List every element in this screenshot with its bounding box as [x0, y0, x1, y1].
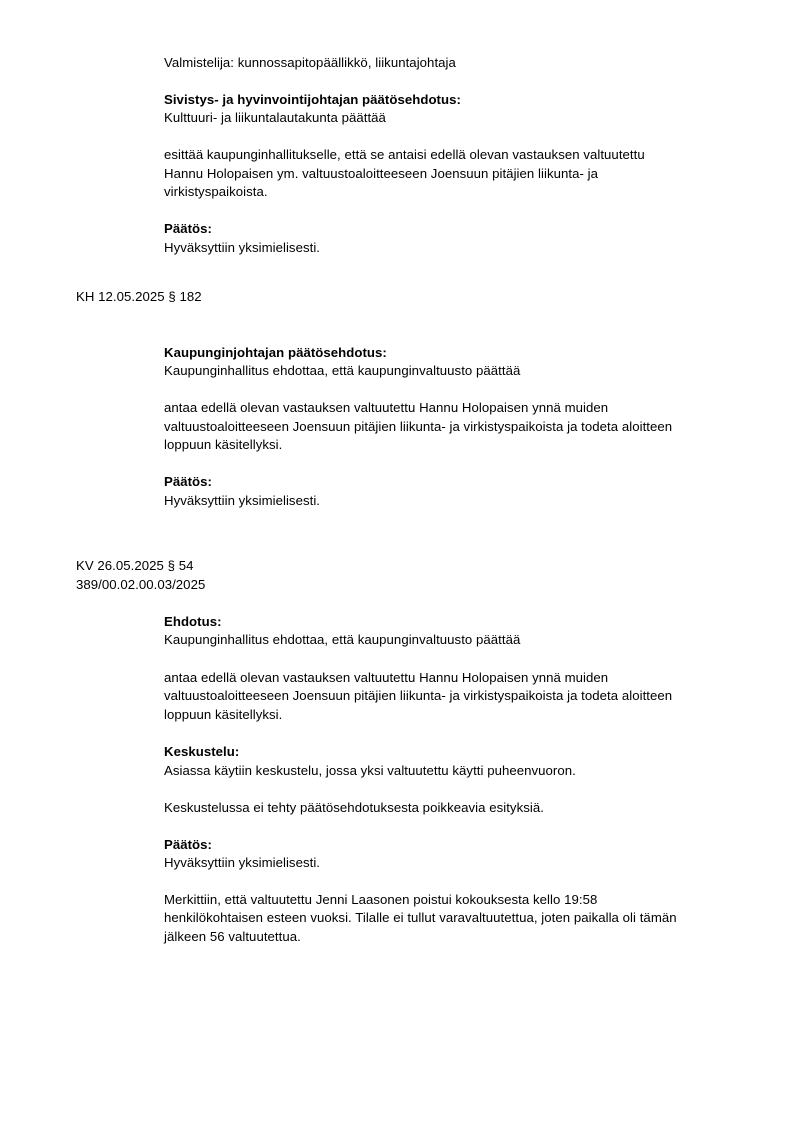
- proposal-intro: Kaupunginhallitus ehdottaa, että kaupunginvaltuusto päättää: [164, 363, 521, 378]
- decision-heading: Päätös:: [164, 221, 212, 236]
- proposal-heading: Sivistys- ja hyvinvointijohtajan päätösehdotus:: [164, 92, 461, 107]
- decision-text: Hyväksyttiin yksimielisesti.: [164, 855, 321, 870]
- discussion-text: Asiassa käytiin keskustelu, jossa yksi valtuutettu käytti puheenvuoron.: [164, 763, 576, 778]
- discussion-heading: Keskustelu:: [164, 744, 240, 759]
- meeting-reference: KH 12.05.2025 § 182: [76, 289, 202, 304]
- meeting-reference: KV 26.05.2025 § 54: [76, 558, 194, 573]
- proposal-heading: Ehdotus:: [164, 614, 222, 629]
- decision-heading: Päätös:: [164, 837, 212, 852]
- proposal-intro: Kaupunginhallitus ehdottaa, että kaupunginvaltuusto päättää: [164, 632, 521, 647]
- proposal-text-line: virkistyspaikoista.: [164, 184, 268, 199]
- decision-heading: Päätös:: [164, 474, 212, 489]
- note-text-line: Merkittiin, että valtuutettu Jenni Laasonen poistui kokouksesta kello 19:58: [164, 892, 598, 907]
- proposal-text-line: esittää kaupunginhallitukselle, että se antaisi edellä olevan vastauksen valtuutettu: [164, 147, 645, 162]
- proposal-text-line: valtuustoaloitteeseen Joensuun pitäjien liikunta- ja virkistyspaikoista ja todeta aloitteen: [164, 419, 673, 434]
- record-number: 389/00.02.00.03/2025: [76, 577, 206, 592]
- decision-text: Hyväksyttiin yksimielisesti.: [164, 493, 321, 508]
- proposal-heading: Kaupunginjohtajan päätösehdotus:: [164, 345, 387, 360]
- note-text-line: henkilökohtaisen esteen vuoksi. Tilalle ei tullut varavaltuutettua, joten paikalla oli tämän: [164, 910, 677, 925]
- proposal-text-line: loppuun käsitellyksi.: [164, 707, 283, 722]
- proposal-text-line: loppuun käsitellyksi.: [164, 437, 283, 452]
- proposal-text-line: Hannu Holopaisen ym. valtuustoaloitteeseen Joensuun pitäjien liikunta- ja: [164, 166, 598, 181]
- note-text-line: jälkeen 56 valtuutettua.: [164, 929, 301, 944]
- proposal-intro: Kulttuuri- ja liikuntalautakunta päättää: [164, 110, 386, 125]
- discussion-note: Keskustelussa ei tehty päätösehdotuksesta poikkeavia esityksiä.: [164, 800, 544, 815]
- proposal-text-line: antaa edellä olevan vastauksen valtuutettu Hannu Holopaisen ynnä muiden: [164, 400, 609, 415]
- preparer-line: Valmistelija: kunnossapitopäällikkö, liikuntajohtaja: [164, 55, 456, 70]
- proposal-text-line: antaa edellä olevan vastauksen valtuutettu Hannu Holopaisen ynnä muiden: [164, 670, 609, 685]
- decision-text: Hyväksyttiin yksimielisesti.: [164, 240, 321, 255]
- proposal-text-line: valtuustoaloitteeseen Joensuun pitäjien liikunta- ja virkistyspaikoista ja todeta aloitteen: [164, 688, 673, 703]
